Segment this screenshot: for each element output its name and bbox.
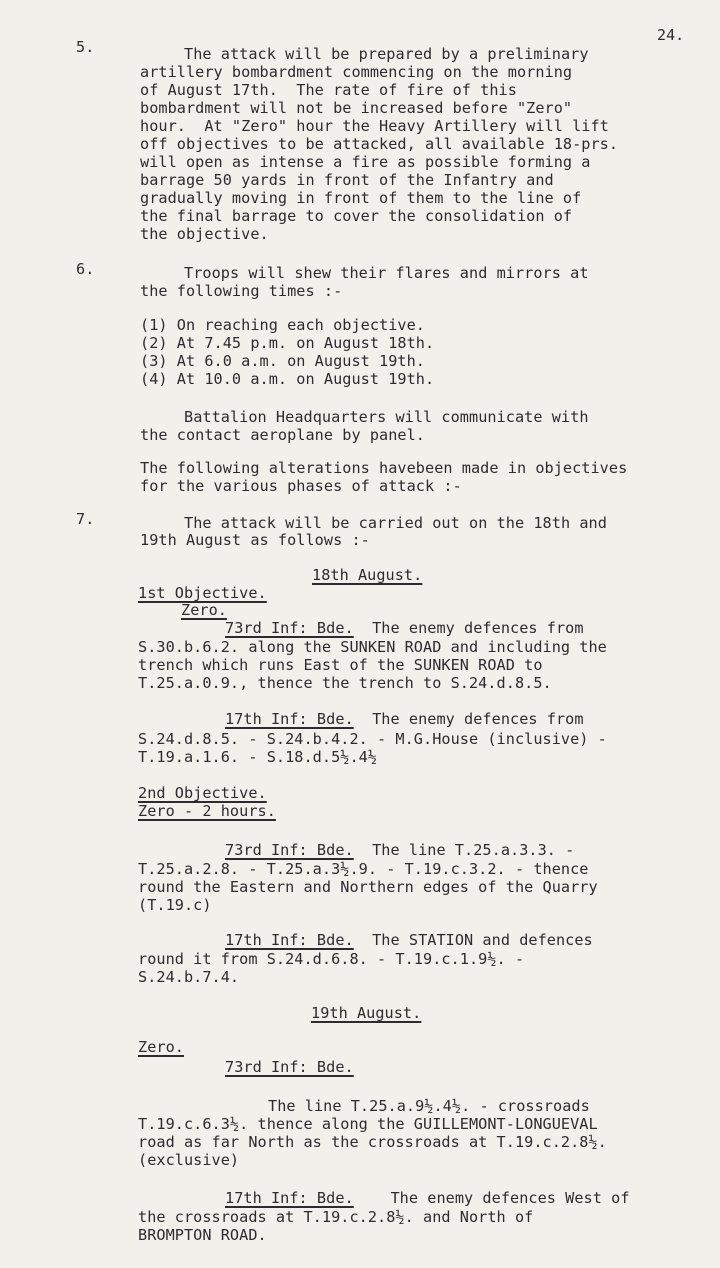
text-line: gradually moving in front of them to the line of <box>140 189 582 207</box>
text-line: T.19.a.1.6. - S.18.d.5½.4½ <box>138 748 378 766</box>
bde-text: The enemy defences from <box>353 619 584 637</box>
text-line: for the various phases of attack :- <box>140 477 462 495</box>
text-line: The line T.25.a.9½.4½. - crossroads <box>268 1097 590 1115</box>
text-line: (exclusive) <box>138 1151 240 1169</box>
obj2-time: Zero - 2 hours. <box>138 802 276 820</box>
text-line: Troops will shew their flares and mirrors at <box>184 264 589 282</box>
aug19-heading: 19th August. <box>311 1004 422 1022</box>
text-line: the contact aeroplane by panel. <box>140 426 426 444</box>
bde-line <box>225 710 584 728</box>
text-line: of August 17th. The rate of fire of this <box>140 81 517 99</box>
text-line: S.30.b.6.2. along the SUNKEN ROAD and including the <box>138 638 607 656</box>
text-line: artillery bombardment commencing on the morning <box>140 63 573 81</box>
bde-label: 73rd Inf: Bde. <box>225 619 354 637</box>
text-line: road as far North as the crossroads at T.19.c.2.8½. <box>138 1133 607 1151</box>
text-line: trench which runs East of the SUNKEN ROAD to <box>138 656 543 674</box>
text-line: The following alterations havebeen made in objectives <box>140 459 628 477</box>
text-line: round the Eastern and Northern edges of the Quarry <box>138 878 598 896</box>
text-line: Battalion Headquarters will communicate with <box>184 408 589 426</box>
para7-number: 7. <box>76 510 95 528</box>
text-line: T.25.a.2.8. - T.25.a.3½.9. - T.19.c.3.2. - thence <box>138 860 589 878</box>
bde-line <box>225 931 593 949</box>
text-line: S.24.b.7.4. <box>138 968 240 986</box>
text-line: The attack will be carried out on the 18th and <box>184 514 607 532</box>
para5-number: 5. <box>76 38 95 56</box>
aug19-time: Zero. <box>138 1038 184 1056</box>
obj2-title: 2nd Objective. <box>138 784 267 802</box>
text-line: hour. At "Zero" hour the Heavy Artillery will lift <box>140 117 609 135</box>
text-line: the crossroads at T.19.c.2.8½. and North of <box>138 1208 534 1226</box>
bde-label: 17th Inf: Bde. <box>225 931 354 949</box>
text-line: off objectives to be attacked, all available 18-prs. <box>140 135 619 153</box>
text-line: T.25.a.0.9., thence the trench to S.24.d.8.5. <box>138 674 552 692</box>
bde-line <box>225 1189 630 1207</box>
list-item: (4) At 10.0 a.m. on August 19th. <box>140 370 435 388</box>
page-number: 24. <box>657 26 685 44</box>
bde-line <box>225 619 584 637</box>
text-line: the final barrage to cover the consolidation of <box>140 207 573 225</box>
text-line: the objective. <box>140 225 269 243</box>
bde-label: 73rd Inf: Bde. <box>225 1058 354 1076</box>
text-line: BROMPTON ROAD. <box>138 1226 267 1244</box>
text-line: barrage 50 yards in front of the Infantry and <box>140 171 554 189</box>
list-item: (1) On reaching each objective. <box>140 316 426 334</box>
list-item: (3) At 6.0 a.m. on August 19th. <box>140 352 426 370</box>
text-line: round it from S.24.d.6.8. - T.19.c.1.9½. - <box>138 950 525 968</box>
bde-text: The enemy defences West of <box>353 1189 630 1207</box>
para6-number: 6. <box>76 260 95 278</box>
text-line: 19th August as follows :- <box>140 531 370 549</box>
text-line: T.19.c.6.3½. thence along the GUILLEMONT-LONGUEVAL <box>138 1115 598 1133</box>
aug18-heading: 18th August. <box>312 566 423 584</box>
list-item: (2) At 7.45 p.m. on August 18th. <box>140 334 435 352</box>
obj1-title: 1st Objective. <box>138 584 267 602</box>
text-line: bombardment will not be increased before "Zero" <box>140 99 573 117</box>
text-line: will open as intense a fire as possible forming a <box>140 153 591 171</box>
bde-line <box>225 841 574 859</box>
bde-label: 73rd Inf: Bde. <box>225 841 354 859</box>
obj1-time: Zero. <box>181 601 227 619</box>
bde-text: The STATION and defences <box>353 931 593 949</box>
bde-label: 17th Inf: Bde. <box>225 710 354 728</box>
text-line: The attack will be prepared by a preliminary <box>184 45 589 63</box>
bde-text: The line T.25.a.3.3. - <box>353 841 575 859</box>
bde-text: The enemy defences from <box>353 710 584 728</box>
text-line: S.24.d.8.5. - S.24.b.4.2. - M.G.House (inclusive) - <box>138 730 607 748</box>
bde-label: 17th Inf: Bde. <box>225 1189 354 1207</box>
text-line: (T.19.c) <box>138 896 212 914</box>
text-line: the following times :- <box>140 282 343 300</box>
